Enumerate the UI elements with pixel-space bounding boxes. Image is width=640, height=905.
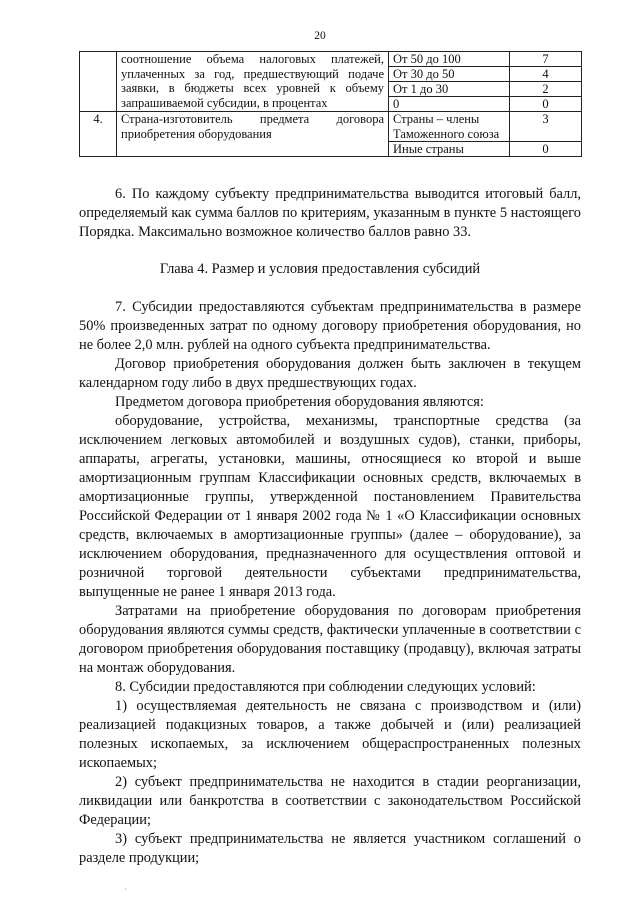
criterion-description: Страна-изготовитель предмета договора приобретения оборудования [121,112,384,141]
paragraph-7-subject: Предметом договора приобретения оборудования являются: [115,394,484,410]
score-value: 2 [510,82,581,97]
paragraph-7-equipment: оборудование, устройства, механизмы, транспортные средства (за исключением легковых автомобилей и воздушных судов), станки, приборы, аппараты, агрегаты, установки, машины, относящиеся ко второй и выше амортизационным группам Классификации основных средств, включаемых в амортизационные группы, утвержденной постановлением Правительства Российской Федерации от 1 января 2002 года № 1 «О Классификации основных средств, включаемых в амортизационные группы» (далее – оборудование), за исключением оборудования, предназначенного для осуществления оптовой и розничной торговой деятельности субъектами предпринимательства, выпущенные не ранее 1 января 2013 года. [79,413,581,600]
table-row [80,112,582,157]
table-cell-ranges [389,52,510,112]
range-value: Страны – члены Таможенного союза [389,112,509,142]
criterion-description: соотношение объема налоговых платежей, уплаченных за год, предшествующий подаче заявки, в бюджеты всех уровней к объему запрашиваемой субсидии, в процентах [121,52,384,110]
score-value: 3 [510,112,581,142]
range-value: 0 [393,97,400,111]
table-cell-scores [510,112,582,157]
table-cell-number: 4. [80,112,117,157]
table-cell-description [117,112,389,157]
paragraph-8-item-2: 2) субъект предпринимательства не находится в стадии реорганизации, ликвидации или банкротства в соответствии с законодательством Российской Федерации; [79,774,581,828]
range-value: От 1 до 30 [389,82,509,97]
paragraph-7-costs: Затратами на приобретение оборудования по договорам приобретения оборудования являются суммы средств, фактически уплаченные в соответствии с договором приобретения оборудования поставщику (продавцу), включая затраты на монтаж оборудования. [79,603,581,676]
paragraph-8-item-3: 3) субъект предпринимательства не является участником соглашений о разделе продукции; [79,831,581,866]
body-text-block [79,298,581,868]
range-value: От 30 до 50 [389,67,509,82]
table-cell-description [117,52,389,112]
score-value: 0 [542,97,549,111]
score-value: 7 [510,52,581,67]
paragraph-8-item-1: 1) осуществляемая деятельность не связана с производством и (или) реализацией подакцизных товаров, а также добычей и (или) реализацией полезных ископаемых, за исключением общераспространенных полезных ископаемых; [79,698,581,771]
score-value: 0 [542,142,549,156]
chapter-heading: Глава 4. Размер и условия предоставления субсидий [159,261,481,277]
paragraph-8: 8. Субсидии предоставляются при соблюдении следующих условий: [115,679,536,695]
table-cell-ranges [389,112,510,157]
criteria-table [79,51,582,157]
range-value: От 50 до 100 [389,52,509,67]
page-number: 20 [314,30,326,42]
scan-speck: · [124,885,127,894]
table-cell-scores [510,52,582,112]
range-value: Иные страны [393,142,464,156]
table-row [80,52,582,112]
paragraph-6-block [79,185,581,242]
paragraph-7: 7. Субсидии предоставляются субъектам предпринимательства в размере 50% произведенных затрат по одному договору приобретения оборудования, но не более 2,0 млн. рублей на одного субъекта предпринимательства. [79,299,581,353]
score-value: 4 [510,67,581,82]
paragraph-7-contract: Договор приобретения оборудования должен быть заключен в текущем календарном году либо в двух предшествующих годах. [79,356,581,391]
paragraph-6: 6. По каждому субъекту предпринимательства выводится итоговый балл, определяемый как сумма баллов по критериям, указанным в пункте 5 настоящего Порядка. Максимально возможное количество баллов равно 33. [79,186,581,240]
table-cell-number [80,52,117,112]
